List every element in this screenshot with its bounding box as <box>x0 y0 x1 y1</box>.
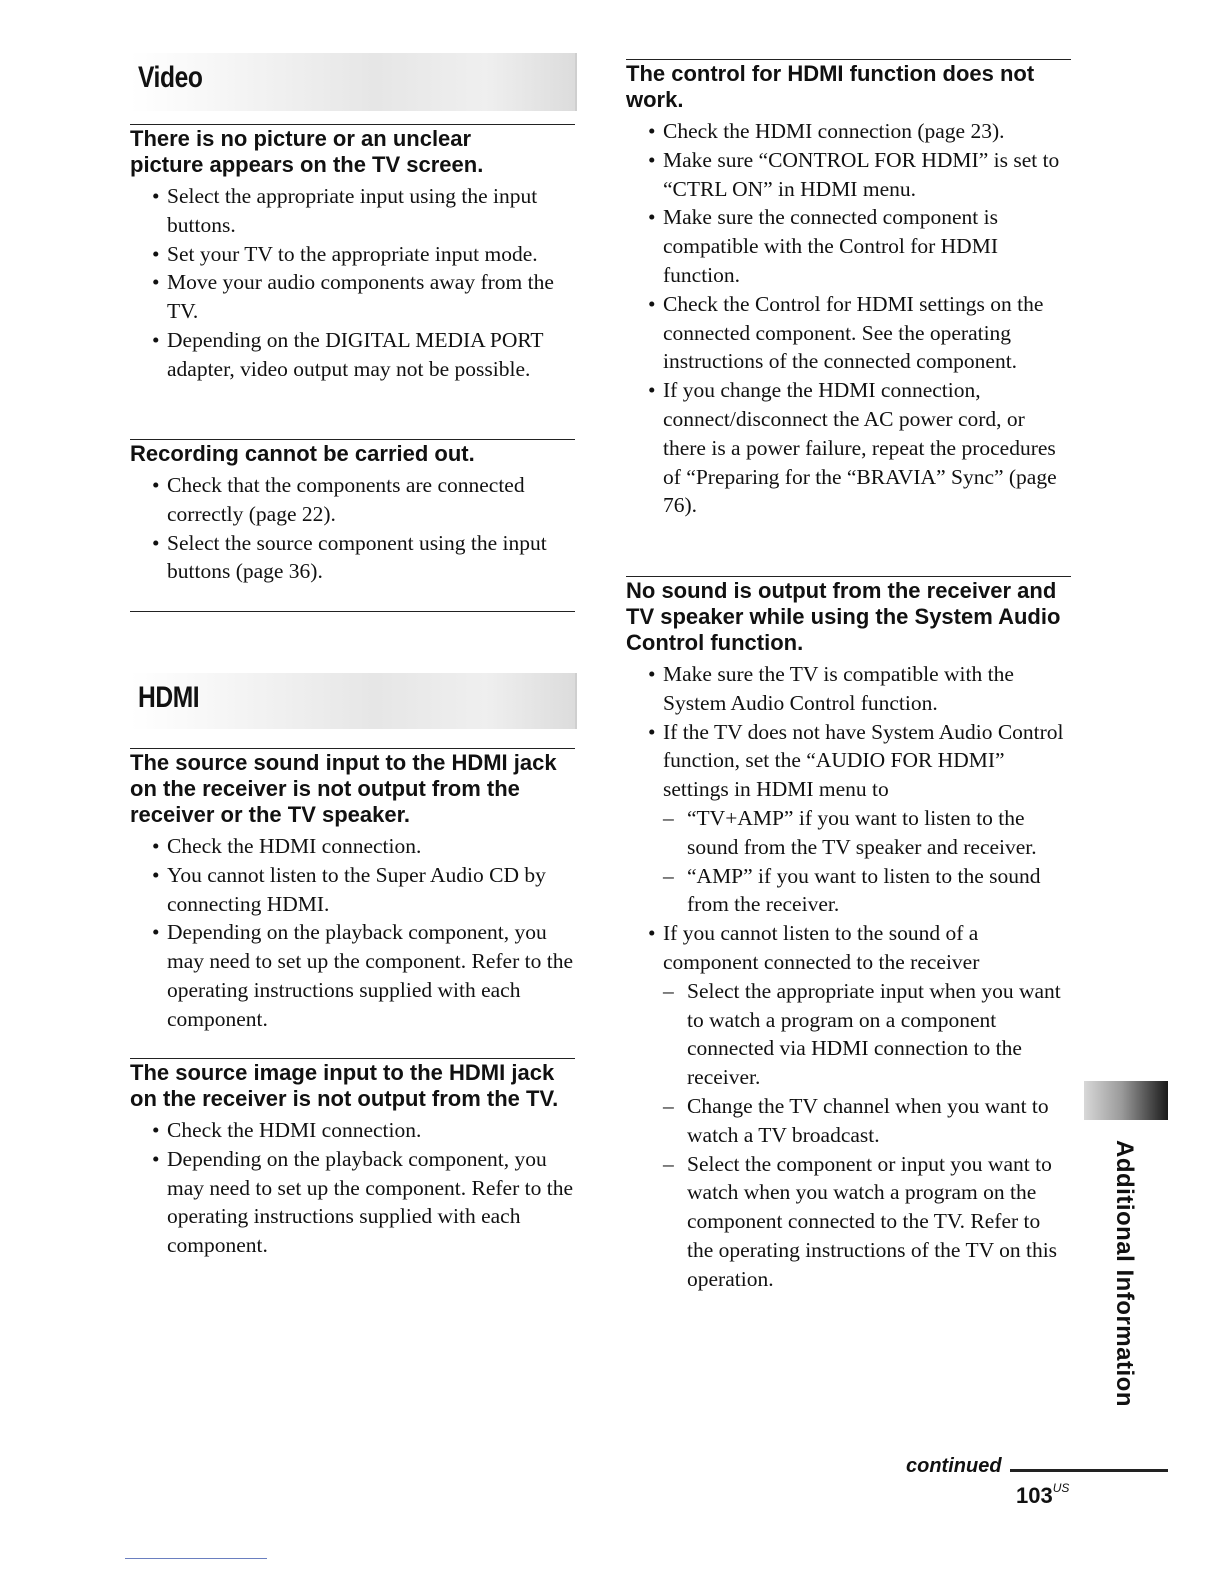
dash-item: – Change the TV channel when you want to watch a TV broadcast. <box>626 1092 1071 1150</box>
topic-heading: The source image input to the HDMI jack on the receiver is not output from the TV. <box>130 1060 559 1111</box>
bullet-list <box>130 182 575 384</box>
dash-item: – “TV+AMP” if you want to listen to the sound from the TV speaker and receiver. <box>626 804 1071 862</box>
list-item: • Check the HDMI connection. <box>130 1116 575 1145</box>
list-item: • If you change the HDMI connection, connect/disconnect the AC power cord, or there is a power failure, repeat the procedures of “Preparing for the “BRAVIA” Sync” (page 76). <box>626 376 1071 520</box>
list-item: • Move your audio components away from the TV. <box>130 268 575 326</box>
list-item: • Select the source component using the input buttons (page 36). <box>130 529 575 587</box>
topic-no-picture <box>130 124 575 384</box>
list-item: • You cannot listen to the Super Audio CD by connecting HDMI. <box>130 861 575 919</box>
list-item: • Check the HDMI connection (page 23). <box>626 117 1071 146</box>
list-item: • Depending on the DIGITAL MEDIA PORT adapter, video output may not be possible. <box>130 326 575 384</box>
dash-item: – Select the appropriate input when you want to watch a program on a component connected via HDMI connection to the receiver. <box>626 977 1071 1092</box>
list-item: • Make sure the connected component is compatible with the Control for HDMI function. <box>626 203 1071 289</box>
bullet-list <box>130 471 575 586</box>
bullet-list <box>130 832 575 1034</box>
bullet-list <box>626 117 1071 520</box>
section-divider <box>130 611 575 612</box>
list-item: • Select the appropriate input using the input buttons. <box>130 182 575 240</box>
list-item: • Check the Control for HDMI settings on the connected component. See the operating instructions of the connected component. <box>626 290 1071 376</box>
section-header-hdmi <box>130 673 577 729</box>
topic-heading: The source sound input to the HDMI jack on the receiver is not output from the receiver or the TV speaker. <box>130 750 557 827</box>
bullet-list <box>626 660 1071 1294</box>
list-item: • Check that the components are connected correctly (page 22). <box>130 471 575 529</box>
topic-system-audio <box>626 576 1071 1294</box>
chapter-tab-marker <box>1084 1081 1168 1120</box>
page-number-value: 103 <box>1016 1483 1053 1508</box>
topic-heading: No sound is output from the receiver and TV speaker while using the System Audio Control function. <box>626 578 1061 655</box>
list-item: • If you cannot listen to the sound of a component connected to the receiver <box>626 919 1071 977</box>
dash-item: – “AMP” if you want to listen to the sound from the receiver. <box>626 862 1071 920</box>
chapter-tab-label: Additional Information <box>1111 1140 1138 1407</box>
section-title-hdmi: HDMI <box>138 681 200 714</box>
topic-hdmi-sound <box>130 748 575 1034</box>
topic-heading: There is no picture or an unclear picture appears on the TV screen. <box>130 126 484 177</box>
continued-rule <box>1010 1469 1168 1472</box>
bottom-edge-line <box>125 1558 267 1559</box>
list-item: • Depending on the playback component, you may need to set up the component. Refer to the operating instructions supplied with each component. <box>130 1145 575 1260</box>
list-item: • Make sure “CONTROL FOR HDMI” is set to “CTRL ON” in HDMI menu. <box>626 146 1071 204</box>
topic-hdmi-control <box>626 59 1071 520</box>
section-title-video: Video <box>138 61 203 94</box>
dash-item: – Select the component or input you want to watch when you watch a program on the component connected to the TV. Refer to the operating instructions of the TV on this operation. <box>626 1150 1071 1294</box>
topic-heading: The control for HDMI function does not work. <box>626 61 1035 112</box>
page-number-suffix: US <box>1052 1481 1070 1495</box>
list-item: • Depending on the playback component, you may need to set up the component. Refer to the operating instructions supplied with each component. <box>130 918 575 1033</box>
continued-label: continued <box>906 1455 1002 1477</box>
list-item: • If the TV does not have System Audio Control function, set the “AUDIO FOR HDMI” settings in HDMI menu to <box>626 718 1071 804</box>
topic-recording <box>130 439 575 586</box>
bullet-list <box>130 1116 575 1260</box>
page-number <box>1016 1483 1069 1509</box>
topic-hdmi-image <box>130 1058 575 1260</box>
topic-heading: Recording cannot be carried out. <box>130 441 475 466</box>
list-item: • Make sure the TV is compatible with the System Audio Control function. <box>626 660 1071 718</box>
list-item: • Set your TV to the appropriate input mode. <box>130 240 575 269</box>
list-item: • Check the HDMI connection. <box>130 832 575 861</box>
section-header-video <box>130 53 577 111</box>
